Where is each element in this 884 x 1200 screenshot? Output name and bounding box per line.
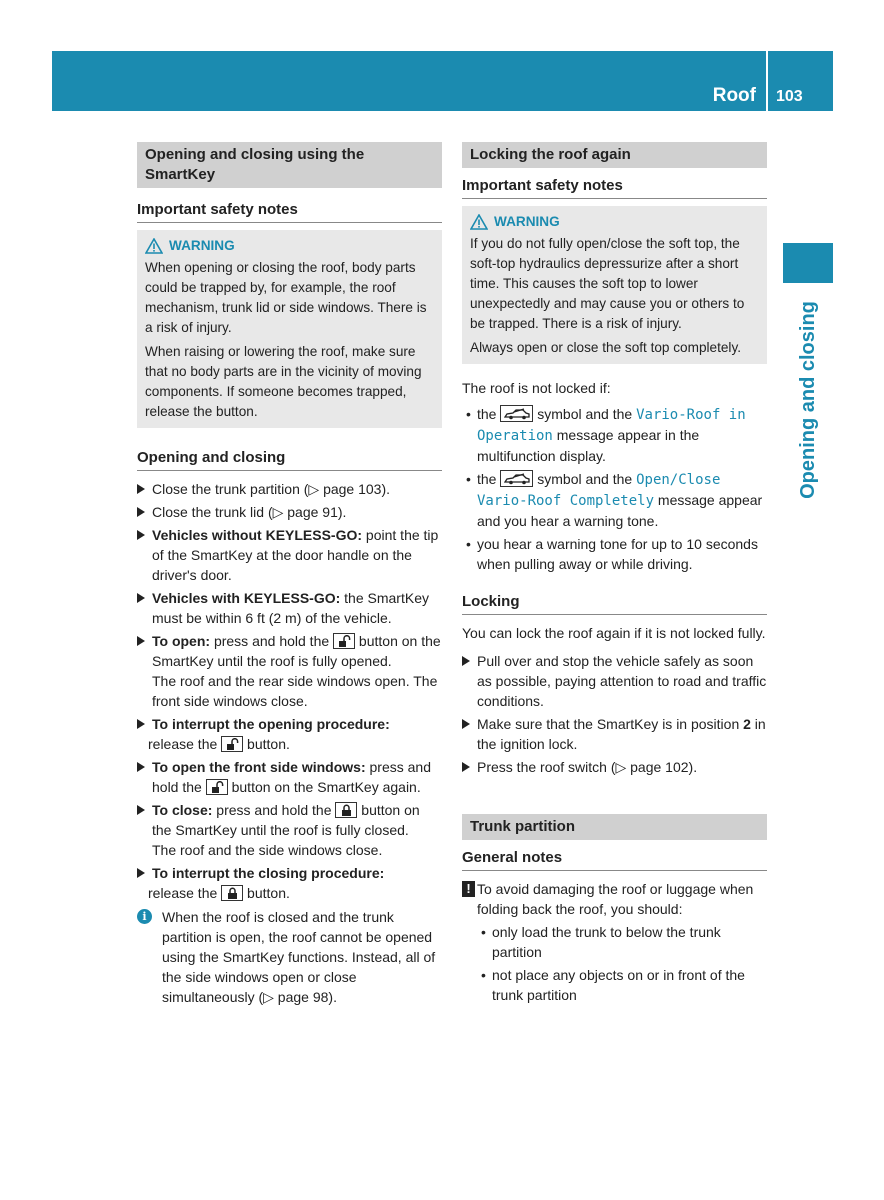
page-title: Roof xyxy=(712,85,756,106)
step-text: Make sure that the SmartKey is in position xyxy=(477,716,744,732)
page-number: 103 xyxy=(776,88,803,105)
list-item xyxy=(477,965,767,1005)
step-text: button on the SmartKey until the roof is fully opened. xyxy=(152,633,441,669)
step-label: To open the front side windows: xyxy=(152,759,366,775)
lock-key-icon xyxy=(335,802,357,818)
step-arrow-icon xyxy=(137,868,145,878)
lock-key-icon xyxy=(221,885,243,901)
list-item xyxy=(137,479,442,499)
list-item xyxy=(137,863,442,903)
display-message: Vario-Roof in Operation xyxy=(477,407,746,444)
warning-text: When opening or closing the roof, body parts could be trapped by, for example, the roof mechanism, trunk lid or side windows. There is a risk of injury. xyxy=(145,260,427,335)
step-arrow-icon xyxy=(137,636,145,646)
bullet-text: the xyxy=(477,406,501,422)
bullet-text: message appear in the multifunction display. xyxy=(477,427,700,464)
step-text: Press the roof switch (▷ page 102). xyxy=(477,759,698,775)
list-item xyxy=(462,757,767,777)
list-item xyxy=(462,404,767,466)
step-arrow-icon xyxy=(137,762,145,772)
warning-triangle-icon xyxy=(145,238,163,254)
not-locked-intro: The roof is not locked if: xyxy=(462,380,611,396)
section-title-trunk: Trunk partition xyxy=(462,814,767,840)
list-item xyxy=(137,714,442,754)
step-arrow-icon xyxy=(137,530,145,540)
warning-label: WARNING xyxy=(169,238,235,253)
warning-title xyxy=(145,236,435,256)
unlock-key-icon xyxy=(221,736,243,752)
step-arrow-icon xyxy=(137,593,145,603)
step-text: button. xyxy=(243,736,290,752)
step-arrow-icon xyxy=(462,719,470,729)
step-text: Close the trunk lid (▷ page 91). xyxy=(152,504,347,520)
step-list xyxy=(137,479,442,903)
bullet-list xyxy=(462,922,767,1005)
left-column xyxy=(137,142,442,1007)
warning-box xyxy=(137,230,442,428)
bullet-text: you hear a warning tone for up to 10 seconds when pulling away or while driving. xyxy=(477,536,758,572)
step-arrow-icon xyxy=(137,719,145,729)
bullet-text: symbol and the xyxy=(533,406,637,422)
step-text: the SmartKey must be within 6 ft (2 m) of the vehicle. xyxy=(152,590,429,626)
info-text: When the roof is closed and the trunk partition is open, the roof cannot be opened using the SmartKey functions. Instead, all of the side windows open or close simultaneously (▷ page 98). xyxy=(162,909,436,1005)
list-item xyxy=(462,469,767,531)
step-arrow-icon xyxy=(462,656,470,666)
unlock-key-icon xyxy=(333,633,355,649)
step-label: To interrupt the closing procedure: xyxy=(152,865,385,881)
list-item xyxy=(137,757,442,797)
step-label: To open: xyxy=(152,633,211,649)
list-item xyxy=(137,525,442,585)
list-item xyxy=(477,922,767,962)
safety-notes-heading: Important safety notes xyxy=(462,176,767,199)
bullet-text: symbol and the xyxy=(533,471,637,487)
step-text: press and hold the xyxy=(210,633,334,649)
chapter-label: Opening and closing xyxy=(797,301,819,499)
warning-box xyxy=(462,206,767,364)
bullet-text: not place any objects on or in front of the trunk partition xyxy=(492,967,745,1003)
step-label: Vehicles without KEYLESS-GO: xyxy=(152,527,363,543)
note-text: To avoid damaging the roof or luggage when folding back the roof, you should: xyxy=(477,881,754,917)
locking-heading: Locking xyxy=(462,592,767,615)
header-divider xyxy=(766,51,768,111)
bullet-text: message appear and you hear a warning tone. xyxy=(477,492,763,529)
list-item xyxy=(137,800,442,860)
locking-intro: You can lock the roof again if it is not locked fully. xyxy=(462,625,766,641)
step-result: The roof and the rear side windows open. The front side windows close. xyxy=(152,673,438,709)
info-icon: i xyxy=(137,909,152,924)
step-text: release the xyxy=(148,736,222,752)
convertible-roof-icon xyxy=(500,405,533,422)
convertible-roof-icon xyxy=(500,470,533,487)
ignition-position: 2 xyxy=(743,716,751,732)
chapter-tab xyxy=(783,243,833,283)
bullet-list xyxy=(462,404,767,574)
step-arrow-icon xyxy=(137,507,145,517)
step-text: release the xyxy=(148,885,222,901)
warning-label: WARNING xyxy=(494,214,560,229)
step-arrow-icon xyxy=(137,805,145,815)
step-label: To interrupt the opening procedure: xyxy=(152,716,390,732)
warning-text: Always open or close the soft top completely. xyxy=(470,340,742,355)
opening-closing-heading: Opening and closing xyxy=(137,448,442,471)
bullet-text: the xyxy=(477,471,501,487)
step-text: Pull over and stop the vehicle safely as soon as possible, paying attention to road and traffic conditions. xyxy=(477,653,767,709)
step-text: button. xyxy=(243,885,290,901)
section-title-locking: Locking the roof again xyxy=(462,142,767,168)
warning-text: If you do not fully open/close the soft top, the soft-top hydraulics depressurize after a short time. This causes the soft top to lower unexpectedly and may cause you or others to be trapped. There is a risk of injury. xyxy=(470,236,745,331)
step-label: To close: xyxy=(152,802,213,818)
right-column xyxy=(462,142,767,1008)
warning-title xyxy=(470,212,760,232)
step-result: The roof and the side windows close. xyxy=(152,842,383,858)
step-text: button on the SmartKey until the roof is fully closed. xyxy=(152,802,420,838)
caution-note xyxy=(462,879,767,919)
step-arrow-icon xyxy=(137,484,145,494)
step-label: Vehicles with KEYLESS-GO: xyxy=(152,590,341,606)
list-item xyxy=(462,534,767,574)
list-item xyxy=(462,714,767,754)
step-text: button on the SmartKey again. xyxy=(227,779,421,795)
display-message: Open/Close Vario-Roof Completely xyxy=(477,472,721,509)
list-item xyxy=(137,588,442,628)
warning-triangle-icon xyxy=(470,214,488,230)
list-item xyxy=(462,651,767,711)
unlock-key-icon xyxy=(206,779,228,795)
safety-notes-heading: Important safety notes xyxy=(137,200,442,223)
step-text: point the tip of the SmartKey at the door handle on the driver's door. xyxy=(152,527,439,583)
step-text: press and hold the xyxy=(152,759,431,795)
warning-text: When raising or lowering the roof, make sure that no body parts are in the vicinity of moving components. If someone becomes trapped, release the button. xyxy=(145,344,422,419)
section-title-smartkey: Opening and closing using the SmartKey xyxy=(137,142,442,188)
exclamation-icon: ! xyxy=(462,881,475,897)
list-item xyxy=(137,631,442,711)
bullet-text: only load the trunk to below the trunk partition xyxy=(492,924,721,960)
list-item xyxy=(137,502,442,522)
info-note xyxy=(137,907,442,1007)
step-text: in the ignition lock. xyxy=(477,716,766,752)
step-arrow-icon xyxy=(462,762,470,772)
step-list xyxy=(462,651,767,777)
step-text: Close the trunk partition (▷ page 103). xyxy=(152,481,391,497)
step-text: press and hold the xyxy=(212,802,336,818)
general-notes-heading: General notes xyxy=(462,848,767,871)
